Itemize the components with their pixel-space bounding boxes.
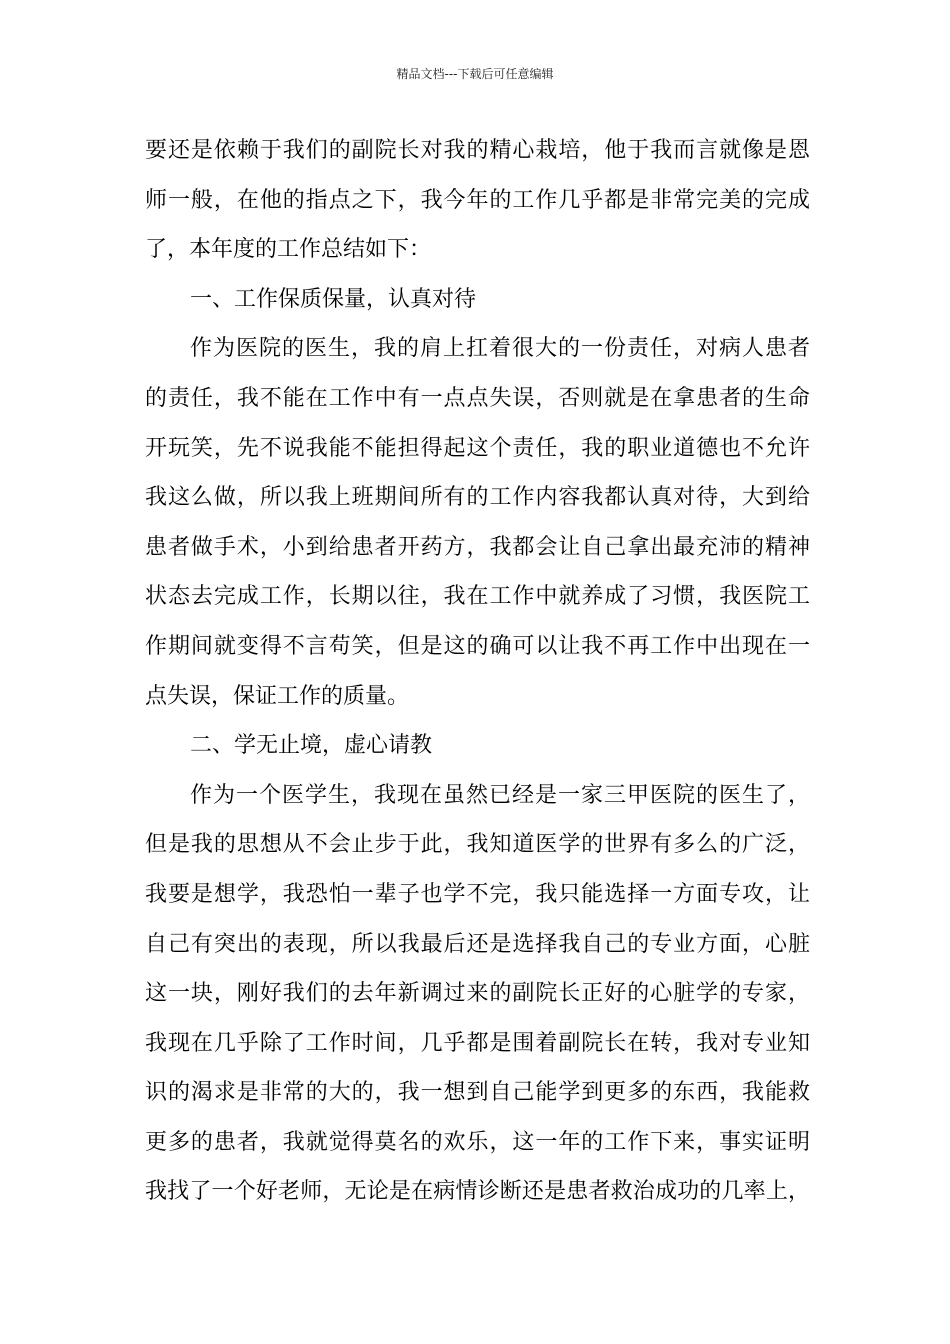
- text-line: 更多的患者，我就觉得莫名的欢乐，这一年的工作下来，事实证明: [145, 1129, 810, 1155]
- text-line: 患者做手术，小到给患者开药方，我都会让自己拿出最充沛的精神: [145, 534, 810, 560]
- text-line: 我要是想学，我恐怕一辈子也学不完，我只能选择一方面专攻，让: [145, 881, 810, 907]
- text-line: 了，本年度的工作总结如下：: [145, 237, 432, 263]
- text-line: 自己有突出的表现，所以我最后还是选择我自己的专业方面，心脏: [145, 931, 810, 957]
- text-line: 开玩笑，先不说我能不能担得起这个责任，我的职业道德也不允许: [145, 435, 810, 461]
- text-line: 点失误，保证工作的质量。: [145, 683, 410, 709]
- page-header: 精品文档---下载后可任意编辑: [396, 67, 554, 81]
- text-line: 的责任，我不能在工作中有一点点失误，否则就是在拿患者的生命: [145, 385, 810, 411]
- text-line: 我现在几乎除了工作时间，几乎都是围着副院长在转，我对专业知: [145, 1030, 810, 1056]
- text-line: 作期间就变得不言苟笑，但是这的确可以让我不再工作中出现在一: [145, 633, 810, 659]
- section-heading: 二、学无止境，虚心请教: [190, 733, 433, 759]
- section-heading: 一、工作保质保量，认真对待: [190, 286, 477, 312]
- text-line: 这一块，刚好我们的去年新调过来的副院长正好的心脏学的专家，: [145, 981, 810, 1007]
- document-body: [145, 126, 810, 1217]
- text-line: 但是我的思想从不会止步于此，我知道医学的世界有多么的广泛，: [145, 832, 810, 858]
- text-line: 我这么做，所以我上班期间所有的工作内容我都认真对待，大到给: [145, 485, 810, 511]
- text-line: 作为一个医学生，我现在虽然已经是一家三甲医院的医生了，: [190, 782, 810, 808]
- text-line: 作为医院的医生，我的肩上扛着很大的一份责任，对病人患者: [190, 336, 810, 362]
- text-line: 要还是依赖于我们的副院长对我的精心栽培，他于我而言就像是恩: [145, 138, 810, 163]
- text-line: 识的渴求是非常的大的，我一想到自己能学到更多的东西，我能救: [145, 1080, 810, 1106]
- text-line: 我找了一个好老师，无论是在病情诊断还是患者救治成功的几率上，: [145, 1179, 810, 1205]
- text-line: 状态去完成工作，长期以往，我在工作中就养成了习惯，我医院工: [145, 584, 810, 610]
- text-line: 师一般，在他的指点之下，我今年的工作几乎都是非常完美的完成: [145, 187, 810, 213]
